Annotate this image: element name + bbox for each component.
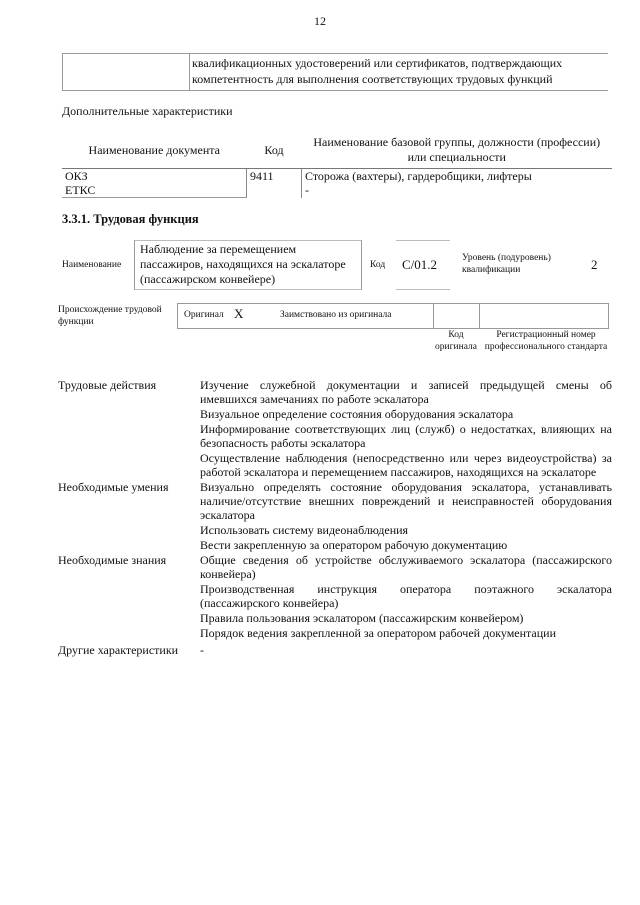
code-value: C/01.2 — [402, 257, 438, 272]
table-row — [62, 169, 612, 184]
list-item: Визуальное определение состояния оборудования эскалатора — [200, 407, 514, 421]
origin-original: Оригинал — [184, 310, 224, 320]
list-item: Информирование соответствующих лиц (служб) о недостатках, влияющих на безопасность работы эскалатора — [200, 422, 612, 450]
function-heading: 3.3.1. Трудовая функция — [62, 212, 199, 226]
list-item: Осуществление наблюдения (непосредственно или через видеоустройства) за работой эскалатора и перемещением пассажиров, находящихся на эскалаторе — [200, 451, 612, 479]
section-label: Необходимые знания — [58, 553, 167, 567]
page-number: 12 — [314, 14, 326, 28]
section-label: Необходимые умения — [58, 480, 169, 494]
list-item: - — [200, 643, 204, 657]
code-label: Код — [370, 260, 386, 270]
section-label: Трудовые действия — [58, 378, 157, 392]
section-knowledge — [58, 553, 612, 641]
list-item: Производственная инструкция оператора поэтажного эскалатора (пассажирского конвейера) — [200, 582, 612, 610]
code-original-caption: Код оригинала — [435, 330, 477, 352]
list-item: Общие сведения об устройстве обслуживаемого эскалатора (пассажирского конвейера) — [200, 553, 612, 581]
list-item: Вести закрепленную за оператором рабочую документацию — [200, 538, 508, 552]
top-table-text: квалификационных удостоверений или сертификатов, подтверждающих компетентность для выполнения соответствующих трудовых функций — [192, 56, 563, 86]
origin-label: Происхождение трудовой функции — [58, 305, 162, 327]
function-details-table — [58, 378, 612, 658]
reg-number-caption: Регистрационный номер профессионального стандарта — [484, 330, 608, 352]
list-item: Правила пользования эскалатором (пассажирским конвейером) — [200, 611, 524, 625]
row-name-okz: Сторожа (вахтеры), гардеробщики, лифтеры — [305, 169, 532, 183]
list-item: Визуально определять состояние оборудования эскалатора, устанавливать наличие/отсутствие внешних повреждений и неисправностей оборудования эскалатора — [200, 480, 612, 522]
additional-characteristics-title: Дополнительные характеристики — [62, 104, 233, 118]
name-value: Наблюдение за перемещением пассажиров, находящихся на эскалаторе (пассажирском конвейере) — [140, 242, 346, 286]
header-code: Код — [247, 132, 302, 169]
level-value: 2 — [591, 257, 598, 272]
list-item: Использовать систему видеонаблюдения — [200, 523, 409, 537]
section-other — [58, 641, 612, 658]
row-name-etks: - — [305, 183, 309, 197]
row-code-etks — [247, 183, 302, 198]
origin-borrowed: Заимствовано из оригинала — [280, 310, 392, 320]
row-doc-okz: ОКЗ — [65, 169, 88, 183]
section-skills — [58, 480, 612, 553]
additional-characteristics-table — [62, 132, 612, 198]
table-header-row — [62, 132, 612, 169]
table-row — [62, 183, 612, 198]
list-item: Порядок ведения закрепленной за оператором рабочей документации — [200, 626, 557, 640]
origin-mark: X — [234, 306, 244, 321]
section-label: Другие характеристики — [58, 643, 179, 657]
section-labor-actions — [58, 378, 612, 480]
row-doc-etks: ЕТКС — [62, 183, 247, 198]
name-label: Наименование — [62, 260, 122, 270]
row-code-okz: 9411 — [247, 169, 302, 184]
header-group-name: Наименование базовой группы, должности (профессии) или специальности — [302, 132, 613, 169]
list-item: Изучение служебной документации и записей предыдущей смены об имевшихся замечаниях по работе эскалатора — [200, 378, 612, 406]
header-document-name: Наименование документа — [62, 132, 247, 169]
level-label: Уровень (подуровень) квалификации — [462, 253, 551, 275]
top-table-empty-cell — [62, 54, 190, 90]
